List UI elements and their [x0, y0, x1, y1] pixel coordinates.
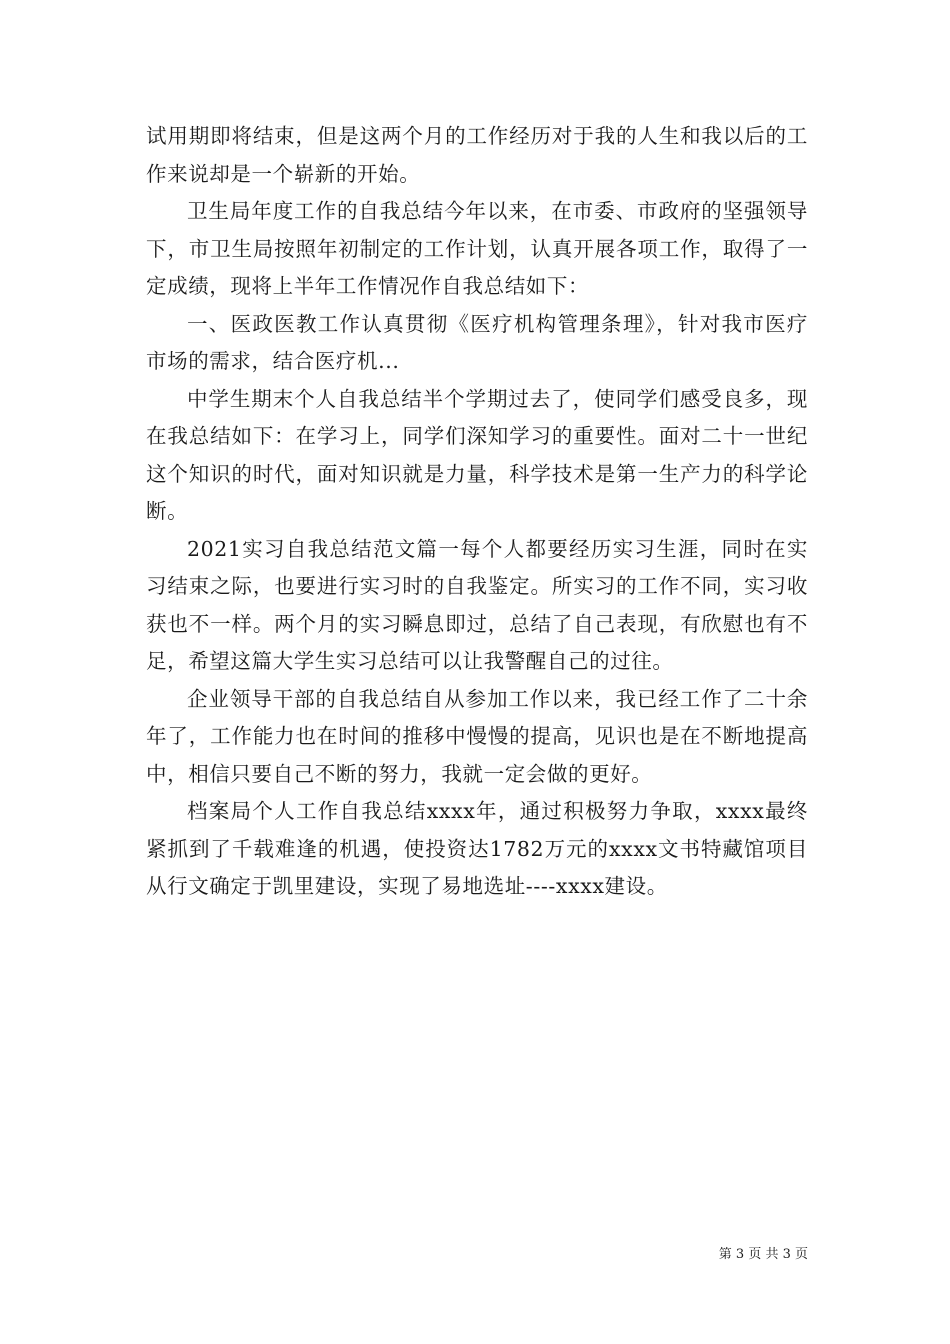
- paragraph-medical-admin: 一、医政医教工作认真贯彻《医疗机构管理条理》，针对我市医疗市场的需求，结合医疗机...: [146, 311, 808, 373]
- paragraph-archives-summary: 档案局个人工作自我总结xxxx年，通过积极努力争取，xxxx最终紧抓到了千载难逢的机遇，使投资达1782万元的xxxx文书特藏馆项目从行文确定于凯里建设，实现了易地选址----xxxx建设。: [146, 799, 808, 898]
- paragraph-cadre-summary: 企业领导干部的自我总结自从参加工作以来，我已经工作了二十余年了，工作能力也在时间的推移中慢慢的提高，见识也是在不断地提高中，相信只要自己不断的努力，我就一定会做的更好。: [146, 686, 808, 786]
- paragraph-internship-summary: 2021实习自我总结范文篇一每个人都要经历实习生涯，同时在实习结束之际，也要进行实习时的自我鉴定。所实习的工作不同，实习收获也不一样。两个月的实习瞬息即过，总结了自己表现，有欣慰也有不足，希望这篇大学生实习总结可以让我警醒自己的过往。: [146, 536, 808, 673]
- document-body: [146, 118, 808, 906]
- paragraph-health-bureau: 卫生局年度工作的自我总结今年以来，在市委、市政府的坚强领导下，市卫生局按照年初制定的工作计划，认真开展各项工作，取得了一定成绩，现将上半年工作情况作自我总结如下：: [146, 199, 808, 298]
- paragraph-student-summary: 中学生期末个人自我总结半个学期过去了，使同学们感受良多，现在我总结如下：在学习上，同学们深知学习的重要性。面对二十一世纪这个知识的时代，面对知识就是力量，科学技术是第一生产力的科学论断。: [146, 386, 808, 523]
- paragraph-continuation: 试用期即将结束，但是这两个月的工作经历对于我的人生和我以后的工作来说却是一个崭新的开始。: [146, 124, 808, 186]
- page-number: 第 3 页 共 3 页: [718, 1247, 808, 1262]
